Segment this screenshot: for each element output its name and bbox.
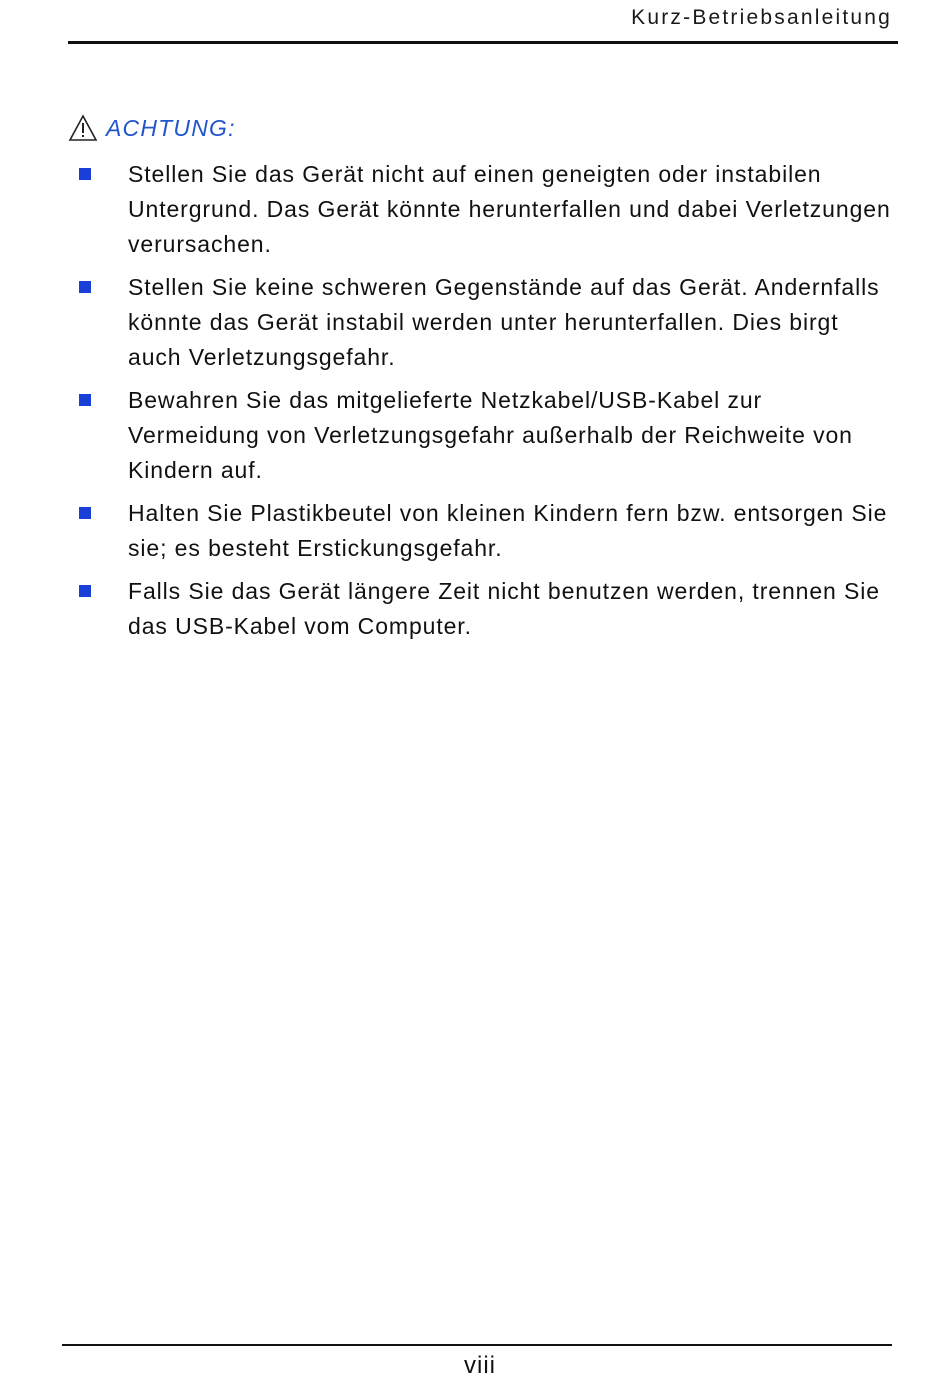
warning-item-text: Bewahren Sie das mitgelieferte Netzkabel/USB-Kabel zur Vermeidung von Verletzungsgefahr außerhalb der Reichweite von Kindern auf. xyxy=(128,387,853,483)
page-number: viii xyxy=(464,1352,496,1379)
header-rule xyxy=(68,41,898,44)
warning-item-text: Falls Sie das Gerät längere Zeit nicht benutzen werden, trennen Sie das USB-Kabel vom Computer. xyxy=(128,578,880,639)
warning-item-text: Stellen Sie das Gerät nicht auf einen geneigten oder instabilen Untergrund. Das Gerät könnte herunterfallen und dabei Verletzungen verursachen. xyxy=(128,161,891,257)
warning-item xyxy=(76,157,896,262)
warning-heading xyxy=(68,114,236,142)
bullet-square-icon xyxy=(79,168,91,180)
bullet-square-icon xyxy=(79,394,91,406)
warning-list xyxy=(76,157,896,652)
bullet-square-icon xyxy=(79,585,91,597)
running-header: Kurz-Betriebsanleitung xyxy=(631,6,892,29)
warning-triangle-icon xyxy=(68,114,98,142)
bullet-square-icon xyxy=(79,281,91,293)
warning-item xyxy=(76,496,896,566)
warning-item xyxy=(76,270,896,375)
warning-title: ACHTUNG: xyxy=(106,114,236,141)
bullet-square-icon xyxy=(79,507,91,519)
warning-item-text: Stellen Sie keine schweren Gegenstände auf das Gerät. Andernfalls könnte das Gerät instabil werden unter herunterfallen. Dies birgt auch Verletzungsgefahr. xyxy=(128,274,880,370)
warning-item xyxy=(76,574,896,644)
warning-item-text: Halten Sie Plastikbeutel von kleinen Kindern fern bzw. entsorgen Sie sie; es besteht Erstickungsgefahr. xyxy=(128,500,888,561)
footer-rule xyxy=(62,1344,892,1346)
warning-item xyxy=(76,383,896,488)
